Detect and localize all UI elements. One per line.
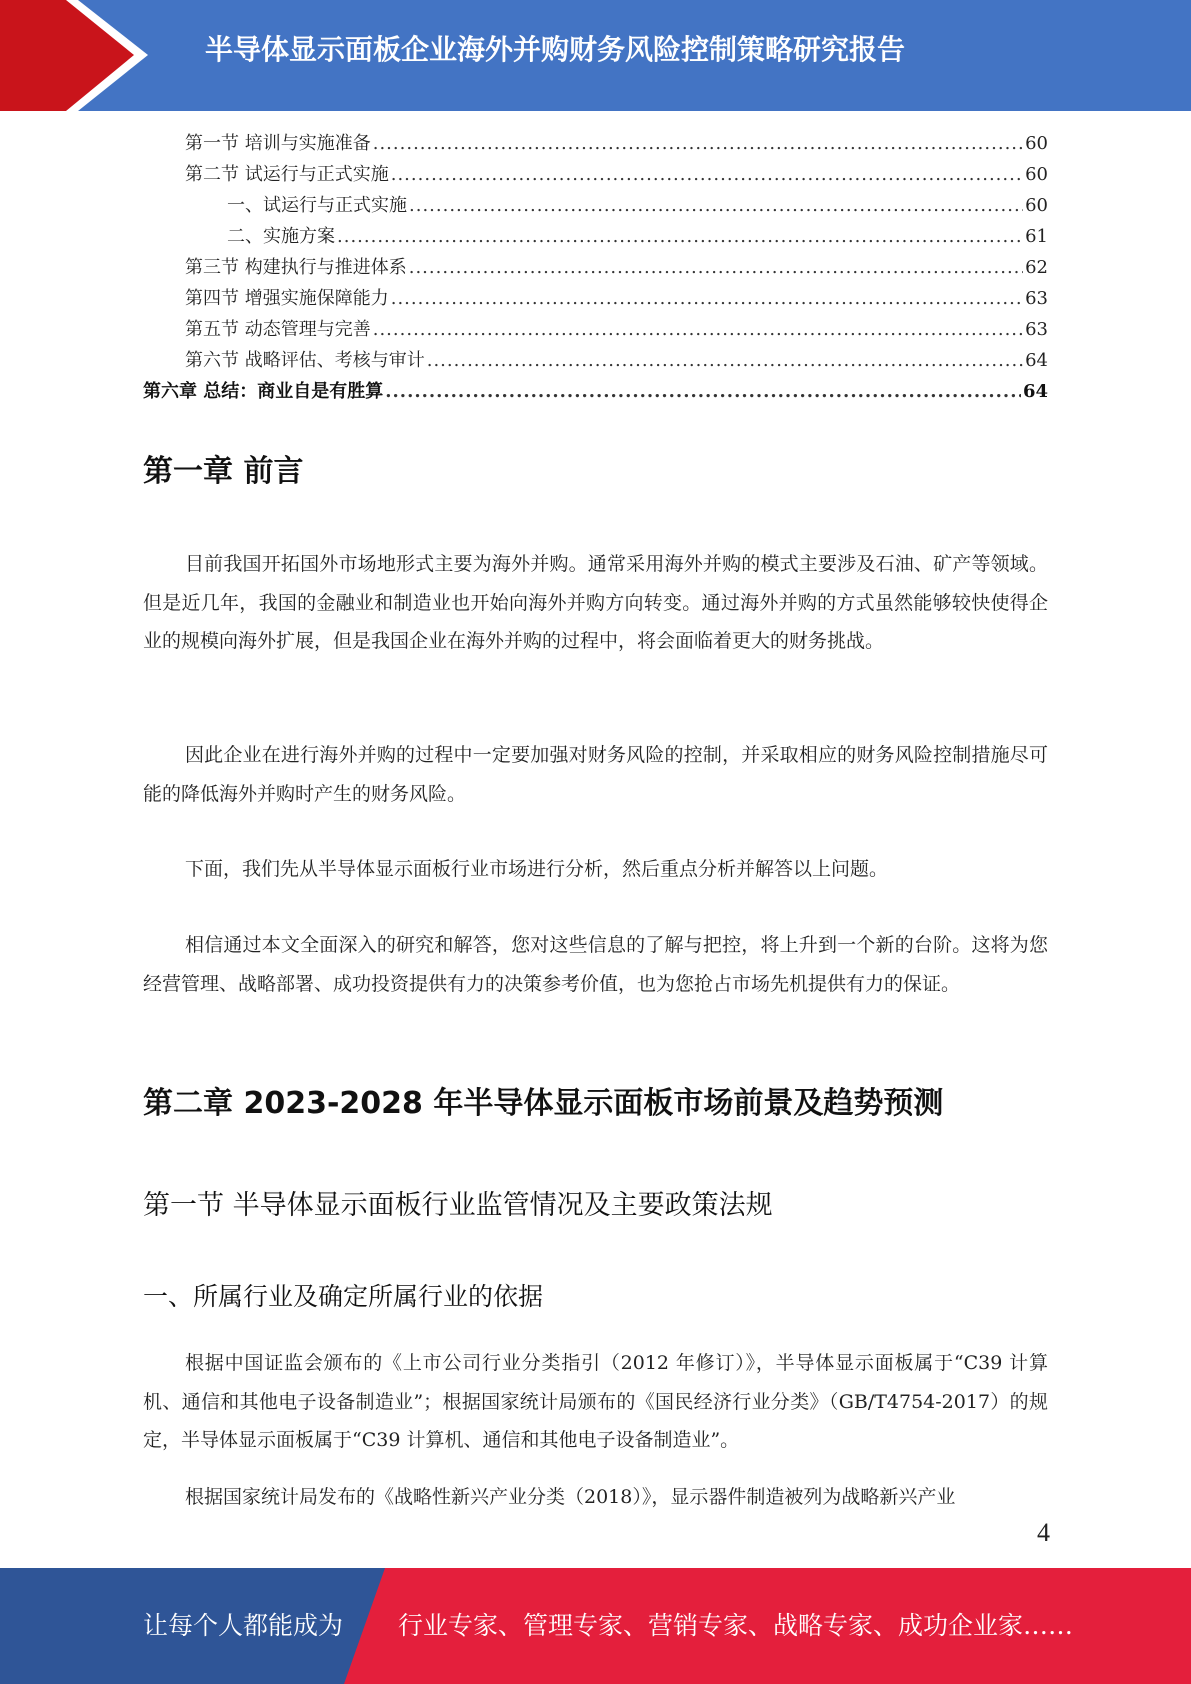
toc-entry-label: 第五节 动态管理与完善 <box>185 319 371 340</box>
toc-leader-dots <box>409 190 1023 221</box>
page-header <box>0 0 1191 111</box>
table-of-contents <box>143 128 1048 407</box>
toc-entry-label: 第六节 战略评估、考核与审计 <box>185 350 425 371</box>
toc-entry-label: 二、实施方案 <box>227 226 335 247</box>
footer-slogan-left: 让每个人都能成为 <box>143 1611 344 1640</box>
toc-leader-dots <box>409 252 1023 283</box>
toc-page-number: 64 <box>1022 381 1048 402</box>
toc-entry[interactable] <box>143 252 1048 283</box>
chapter-1-paragraph: 目前我国开拓国外市场地形式主要为海外并购。通常采用海外并购的模式主要涉及石油、矿产等领域。但是近几年，我国的金融业和制造业也开始向海外并购方向转变。通过海外并购的方式虽然能够较快使得企业的规模向海外扩展，但是我国企业在海外并购的过程中，将会面临着更大的财务挑战。 <box>143 553 1048 652</box>
toc-page-number: 63 <box>1025 319 1048 340</box>
toc-leader-dots <box>391 283 1023 314</box>
toc-leader-dots <box>391 159 1023 190</box>
toc-entry-label: 第四节 增强实施保障能力 <box>185 288 389 309</box>
toc-page-number: 62 <box>1025 257 1048 278</box>
toc-page-number: 64 <box>1025 350 1048 371</box>
toc-entry[interactable] <box>143 283 1048 314</box>
chapter-1-paragraph: 因此企业在进行海外并购的过程中一定要加强对财务风险的控制，并采取相应的财务风险控制措施尽可能的降低海外并购时产生的财务风险。 <box>143 744 1048 805</box>
toc-entry-label: 第一节 培训与实施准备 <box>185 133 371 154</box>
chapter-2-paragraph: 根据中国证监会颁布的《上市公司行业分类指引（2012 年修订）》，半导体显示面板属于“C39 计算机、通信和其他电子设备制造业”；根据国家统计局颁布的《国民经济行业分类》（GB/T4754-2017）的规定，半导体显示面板属于“C39 计算机、通信和其他电子设备制造业”。 <box>143 1352 1048 1451</box>
toc-entry[interactable] <box>143 221 1048 252</box>
toc-leader-dots <box>373 128 1023 159</box>
toc-entry-label: 第六章 总结：商业自是有胜算 <box>143 381 384 402</box>
toc-entry[interactable] <box>143 190 1048 221</box>
page-footer <box>0 1568 1191 1684</box>
chapter-1-paragraph: 下面，我们先从半导体显示面板行业市场进行分析，然后重点分析并解答以上问题。 <box>185 858 889 880</box>
toc-entry[interactable] <box>143 128 1048 159</box>
toc-entry-chapter[interactable] <box>143 376 1048 407</box>
toc-entry[interactable] <box>143 345 1048 376</box>
toc-entry[interactable] <box>143 314 1048 345</box>
toc-entry-label: 一、试运行与正式实施 <box>227 195 407 216</box>
toc-leader-dots <box>427 345 1023 376</box>
toc-leader-dots <box>337 221 1023 252</box>
subsection-heading: 一、所属行业及确定所属行业的依据 <box>143 1282 544 1311</box>
chapter-2-heading: 第二章 2023-2028 年半导体显示面板市场前景及趋势预测 <box>143 1086 944 1121</box>
report-title: 半导体显示面板企业海外并购财务风险控制策略研究报告 <box>205 33 906 66</box>
section-heading: 第一节 半导体显示面板行业监管情况及主要政策法规 <box>143 1190 773 1221</box>
chapter-1-paragraph: 相信通过本文全面深入的研究和解答，您对这些信息的了解与把控，将上升到一个新的台阶。这将为您经营管理、战略部署、成功投资提供有力的决策参考价值，也为您抢占市场先机提供有力的保证。 <box>143 934 1048 995</box>
toc-leader-dots <box>373 314 1023 345</box>
footer-slogan-right: 行业专家、管理专家、营销专家、战略专家、成功企业家…… <box>398 1611 1074 1640</box>
toc-page-number: 60 <box>1025 195 1048 216</box>
toc-entry-label: 第二节 试运行与正式实施 <box>185 164 389 185</box>
chapter-1-heading: 第一章 前言 <box>143 454 304 489</box>
toc-page-number: 60 <box>1025 164 1048 185</box>
toc-page-number: 60 <box>1025 133 1048 154</box>
page-number: 4 <box>1037 1518 1050 1547</box>
toc-leader-dots <box>385 376 1021 407</box>
toc-entry-label: 第三节 构建执行与推进体系 <box>185 257 407 278</box>
toc-page-number: 61 <box>1025 226 1048 247</box>
header-arrow-decoration <box>0 0 150 111</box>
toc-entry[interactable] <box>143 159 1048 190</box>
chapter-2-paragraph: 根据国家统计局发布的《战略性新兴产业分类（2018）》，显示器件制造被列为战略新兴产业 <box>185 1486 956 1508</box>
toc-page-number: 63 <box>1025 288 1048 309</box>
